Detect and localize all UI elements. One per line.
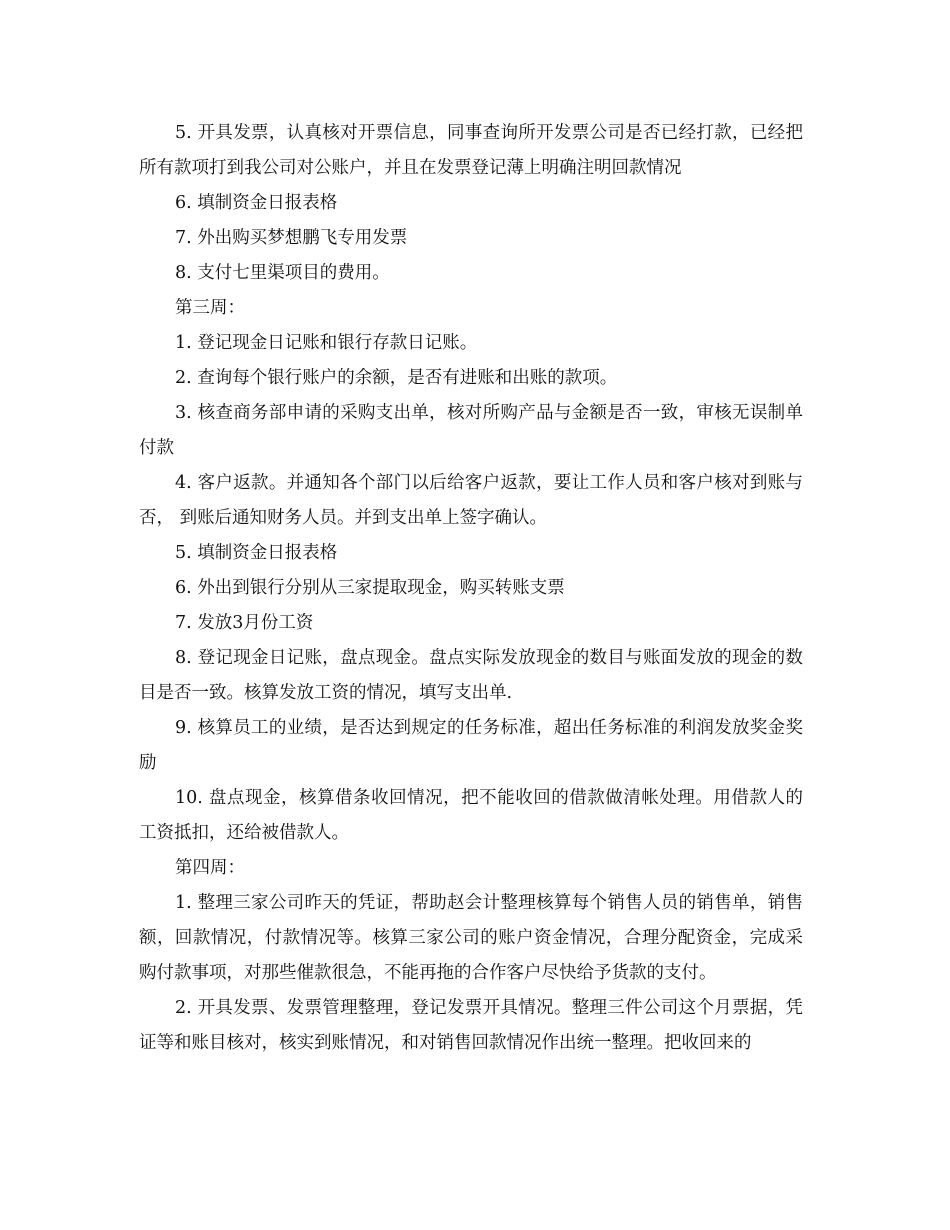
paragraph: 1. 整理三家公司昨天的凭证，帮助赵会计整理核算每个销售人员的销售单，销售额，回款情况，付款情况等。核算三家公司的账户资金情况，合理分配资金，完成采购付款事项，对那些催款很急，不能再拖的合作客户尽快给予货款的支付。 xyxy=(139,893,803,983)
paragraph: 4. 客户返款。并通知各个部门以后给客户返款，要让工作人员和客户核对到账与否， 到账后通知财务人员。并到支出单上签字确认。 xyxy=(139,473,803,528)
paragraph: 8. 登记现金日记账，盘点现金。盘点实际发放现金的数目与账面发放的现金的数目是否一致。核算发放工资的情况，填写支出单. xyxy=(139,648,803,703)
paragraph: 10. 盘点现金，核算借条收回情况，把不能收回的借款做清帐处理。用借款人的工资抵扣，还给被借款人。 xyxy=(139,788,803,843)
paragraph: 7. 外出购买梦想鹏飞专用发票 xyxy=(175,228,408,248)
paragraph: 5. 开具发票，认真核对开票信息，同事查询所开发票公司是否已经打款，已经把所有款项打到我公司对公账户，并且在发票登记薄上明确注明回款情况 xyxy=(139,123,803,178)
paragraph: 2. 查询每个银行账户的余额，是否有进账和出账的款项。 xyxy=(175,368,618,388)
section-heading: 第四周： xyxy=(175,858,245,878)
document-body xyxy=(139,116,803,1061)
paragraph: 3. 核查商务部申请的采购支出单，核对所购产品与金额是否一致，审核无误制单付款 xyxy=(139,403,803,458)
paragraph: 9. 核算员工的业绩，是否达到规定的任务标准，超出任务标准的利润发放奖金奖励 xyxy=(139,718,803,773)
paragraph: 5. 填制资金日报表格 xyxy=(175,543,338,563)
paragraph: 1. 登记现金日记账和银行存款日记账。 xyxy=(175,333,478,353)
paragraph: 6. 填制资金日报表格 xyxy=(175,193,338,213)
paragraph: 2. 开具发票、发票管理整理，登记发票开具情况。整理三件公司这个月票据，凭证等和账目核对，核实到账情况，和对销售回款情况作出统一整理。把收回来的 xyxy=(139,998,803,1053)
paragraph: 6. 外出到银行分别从三家提取现金，购买转账支票 xyxy=(175,578,565,598)
paragraph: 7. 发放3月份工资 xyxy=(175,613,314,633)
section-heading: 第三周： xyxy=(175,298,245,318)
paragraph: 8. 支付七里渠项目的费用。 xyxy=(175,263,390,283)
